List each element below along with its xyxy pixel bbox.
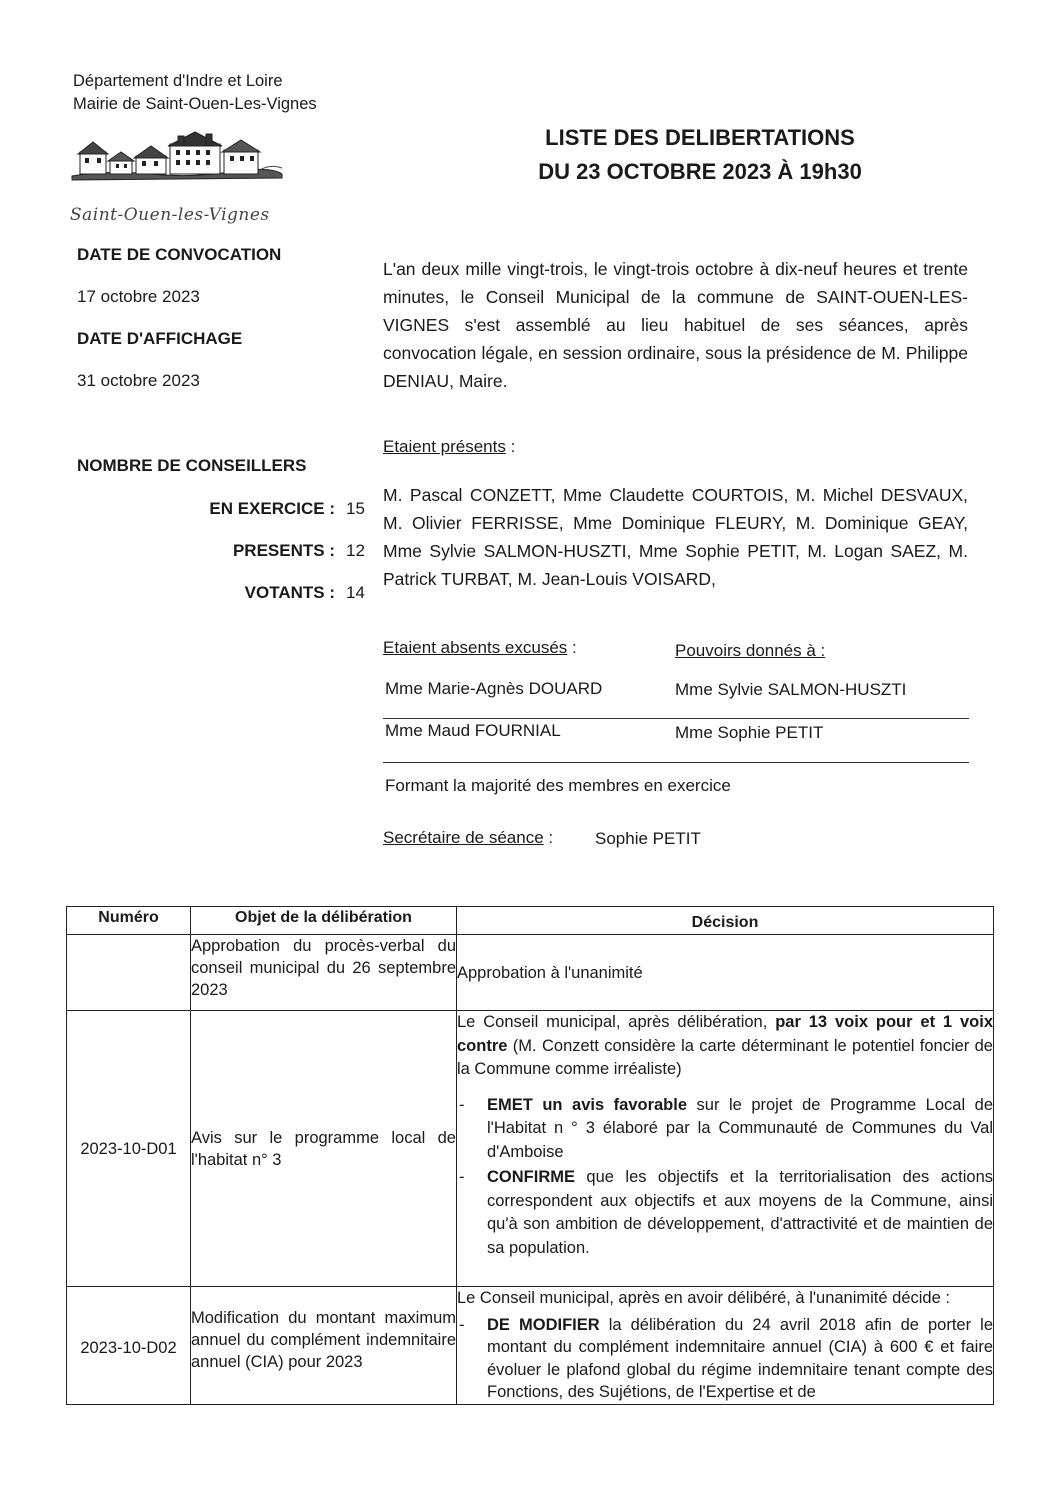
row-objet [191,1011,457,1287]
votants-count: 14 [346,583,365,602]
bullet-body: la délibération du 24 avril 2018 afin de porter le montant du complément indemnitaire annuel (CIA) à 600 € et faire évoluer le plafond global du régime indemnitaire tenant compte des Fonctions, des Sujétions, de l'Expertise et de [487,1315,994,1401]
row-numero: 2023-10-D02 [67,1287,191,1405]
secretaire-colon: : [543,828,554,847]
village-logo-icon [70,130,285,192]
bullet-text [487,1314,993,1404]
exercice-count: 15 [346,499,365,518]
pouvoirs-heading: Pouvoirs donnés à : [675,641,826,660]
pouvoir-name-1: Mme Sylvie SALMON-HUSZTI [675,680,907,699]
decision-intro [457,1011,993,1082]
row-decision [457,935,994,1011]
decision-bullet [457,1166,993,1260]
bullet-text [487,1094,993,1165]
presents-heading-colon: : [505,437,516,456]
row-decision [457,1011,994,1287]
presents-heading-label: Etaient présents [383,437,506,456]
objet-text: Avis sur le programme local de l'habitat n° 3 [191,1128,456,1169]
row-objet [191,1287,457,1405]
absents-heading [383,638,577,658]
page-title-line-1: LISTE DES DELIBERTATIONS [545,125,855,150]
majorite-text: Formant la majorité des membres en exercice [385,776,731,795]
absents-divider-1 [383,718,969,719]
header-decision: Décision [457,907,994,935]
presents-list: M. Pascal CONZETT, Mme Claudette COURTOIS, M. Michel DESVAUX, M. Olivier FERRISSE, Mme Dominique FLEURY, M. Dominique GEAY, Mme Sylvie SALMON-HUSZTI, Mme Sophie PETIT, M. Logan SAEZ, M. Patrick TURBAT, M. Jean-Louis VOISARD, [383,485,968,589]
row-numero [67,935,191,1011]
presents-label: PRESENTS : [232,541,335,560]
decision-intro: Le Conseil municipal, après en avoir délibéré, à l'unanimité décide : [457,1289,950,1307]
absent-name-2: Mme Maud FOURNIAL [385,721,561,740]
presents-heading [383,437,515,457]
table-row [67,1287,994,1405]
bullet-bold: CONFIRME [487,1168,575,1186]
table-row [67,1011,994,1287]
exercice-label: EN EXERCICE : [209,499,335,518]
convocation-date: 17 octobre 2023 [77,287,200,306]
bullet-body: que les objectifs et la territorialisation des actions correspondent aux objectifs et aux moyens de la Commune, ainsi qu'à son ambition de développement, d'attractivité et de maintien de sa population. [487,1168,993,1257]
deliberations-table [66,906,994,1405]
decision-text: Approbation à l'unanimité [457,963,643,982]
decision-intro-a: Le Conseil municipal, après délibération, [457,1013,776,1031]
decision-bullet [457,1094,993,1165]
decision-intro-c: (M. Conzett considère la carte déterminant le potentiel foncier de la Commune comme irréaliste) [457,1036,993,1078]
conseillers-label: NOMBRE DE CONSEILLERS [77,456,307,475]
row-objet: Approbation du procès-verbal du conseil municipal du 26 septembre 2023 [191,935,457,1011]
logo-signature: Saint-Ouen-les-Vignes [70,205,270,225]
table-row [67,935,994,1011]
decision-intro-vote: par 13 voix pour et 1 voix contre [457,1013,993,1055]
secretaire-line [383,828,553,848]
bullet-bold: EMET un avis favorable [487,1095,688,1114]
pouvoir-name-2: Mme Sophie PETIT [675,723,824,742]
absents-divider-2 [383,762,969,763]
bullet-text [487,1166,993,1260]
objet-text: Modification du montant maximum annuel du complément indemnitaire annuel (CIA) pour 2023 [191,1309,456,1371]
bullet-bold: DE MODIFIER [487,1315,600,1334]
row-decision [457,1287,994,1405]
bullet-dash: - [459,1095,465,1114]
absents-heading-colon: : [567,638,577,657]
absent-name-1: Mme Marie-Agnès DOUARD [385,679,603,698]
mairie-name: Mairie de Saint-Ouen-Les-Vignes [73,95,317,113]
header-objet: Objet de la délibération [191,907,457,935]
decision-bullet [457,1314,993,1404]
bullet-dash: - [459,1315,465,1334]
affichage-date: 31 octobre 2023 [77,371,200,390]
absents-heading-label: Etaient absents excusés [383,638,568,657]
row-numero: 2023-10-D01 [67,1011,191,1287]
secretaire-label: Secrétaire de séance [383,828,544,847]
page-title-line-2: DU 23 OCTOBRE 2023 À 19h30 [538,159,862,184]
intro-paragraph: L'an deux mille vingt-trois, le vingt-trois octobre à dix-neuf heures et trente minutes, le Conseil Municipal de la commune de SAINT-OUEN-LES-VIGNES s'est assemblé au lieu habituel de ses séances, après convocation légale, en session ordinaire, sous la présidence de M. Philippe DENIAU, Maire. [383,259,968,391]
header-numero: Numéro [67,907,191,935]
affichage-label: DATE D'AFFICHAGE [77,329,243,348]
department-name: Département d'Indre et Loire [73,72,283,90]
bullet-dash: - [459,1168,465,1186]
secretaire-name: Sophie PETIT [595,829,701,848]
votants-label: VOTANTS : [244,583,335,602]
convocation-label: DATE DE CONVOCATION [77,245,282,264]
table-header-row [67,907,994,935]
bullet-body: sur le projet de Programme Local de l'Habitat n ° 3 élaboré par la Communauté de Communes du Val d'Amboise [487,1095,993,1161]
presents-count: 12 [346,541,365,560]
